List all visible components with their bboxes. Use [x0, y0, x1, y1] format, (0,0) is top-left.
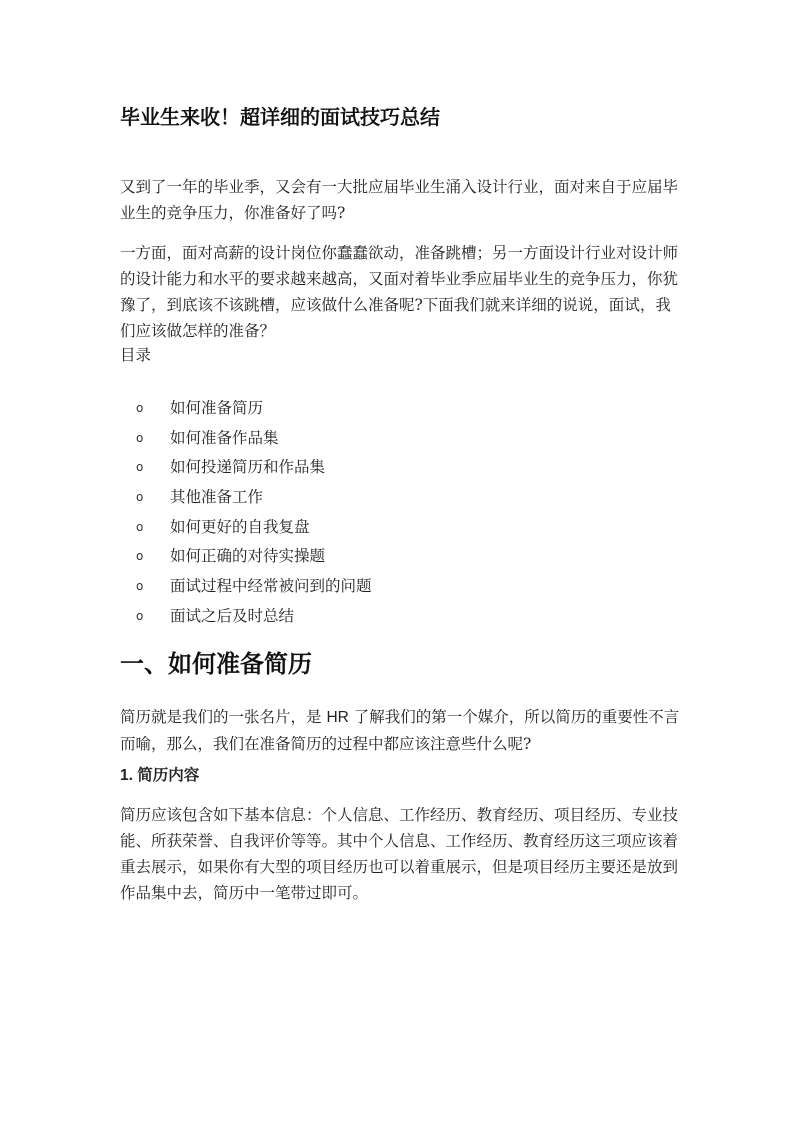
section1-paragraph-part-2: 了解我们的第一个媒介，所以简历的重要性不言而喻，那么，我们在准备简历的过程中都应该注意些什么呢? — [120, 708, 680, 753]
toc-item[interactable] — [120, 602, 680, 632]
section1-paragraph-part-1: 简历就是我们的一张名片，是 — [120, 708, 327, 726]
hr-abbreviation: HR — [326, 709, 349, 726]
subheading-resume-content: 1. 简历内容 — [120, 767, 200, 784]
toc-item-label: 如何准备简历 — [170, 399, 264, 417]
toc-item-label: 如何准备作品集 — [170, 428, 279, 447]
circle-bullet-icon: o — [136, 519, 144, 534]
resume-content-paragraph: 简历应该包含如下基本信息：个人信息、工作经历、教育经历、项目经历、专业技能、所获荣誉、自我评价等等。其中个人信息、工作经历、教育经历这三项应该着重去展示，如果你有大型的项目经历也可以着重展示，但是项目经历主要还是放到作品集中去，简历中一笔带过即可。 — [120, 806, 679, 902]
toc-item[interactable] — [120, 394, 680, 424]
toc-item-label: 其他准备工作 — [170, 488, 264, 507]
circle-bullet-icon: o — [136, 460, 144, 475]
circle-bullet-icon: o — [136, 608, 144, 623]
intro-paragraph-1: 又到了一年的毕业季，又会有一大批应届毕业生涌入设计行业，面对来自于应届毕业生的竞争压力，你准备好了吗? — [120, 178, 679, 222]
circle-bullet-icon: o — [136, 401, 144, 415]
intro-paragraph-2: 一方面，面对高薪的设计岗位你蠢蠢欲动，准备跳槽；另一方面设计行业对设计师的设计能力和水平的要求越来越高，又面对着毕业季应届毕业生的竞争压力，你犹豫了，到底该不该跳槽，应该做什么准备呢?下面我们就来详细的说说，面试，我们应该做怎样的准备？ — [120, 244, 679, 340]
toc-item[interactable] — [120, 424, 680, 454]
toc-item-label: 如何投递简历和作品集 — [170, 458, 326, 477]
circle-bullet-icon: o — [136, 430, 144, 445]
toc-item[interactable] — [120, 542, 680, 572]
toc-item[interactable] — [120, 453, 680, 483]
circle-bullet-icon: o — [136, 579, 144, 594]
section1-paragraph — [120, 704, 682, 757]
toc-item-label: 如何正确的对待实操题 — [170, 547, 326, 566]
toc-item[interactable] — [120, 483, 680, 513]
toc-item-label: 如何更好的自我复盘 — [170, 517, 310, 536]
table-of-contents — [120, 394, 680, 632]
toc-item[interactable] — [120, 513, 680, 543]
toc-item-label: 面试之后及时总结 — [170, 606, 295, 625]
circle-bullet-icon: o — [136, 490, 144, 505]
section-heading-resume: 一、如何准备简历 — [120, 651, 312, 678]
document-title: 毕业生来收！超详细的面试技巧总结 — [120, 107, 440, 129]
toc-label: 目录 — [120, 347, 152, 364]
circle-bullet-icon: o — [136, 549, 144, 564]
toc-item-label: 面试过程中经常被问到的问题 — [170, 577, 372, 596]
toc-item[interactable] — [120, 572, 680, 602]
